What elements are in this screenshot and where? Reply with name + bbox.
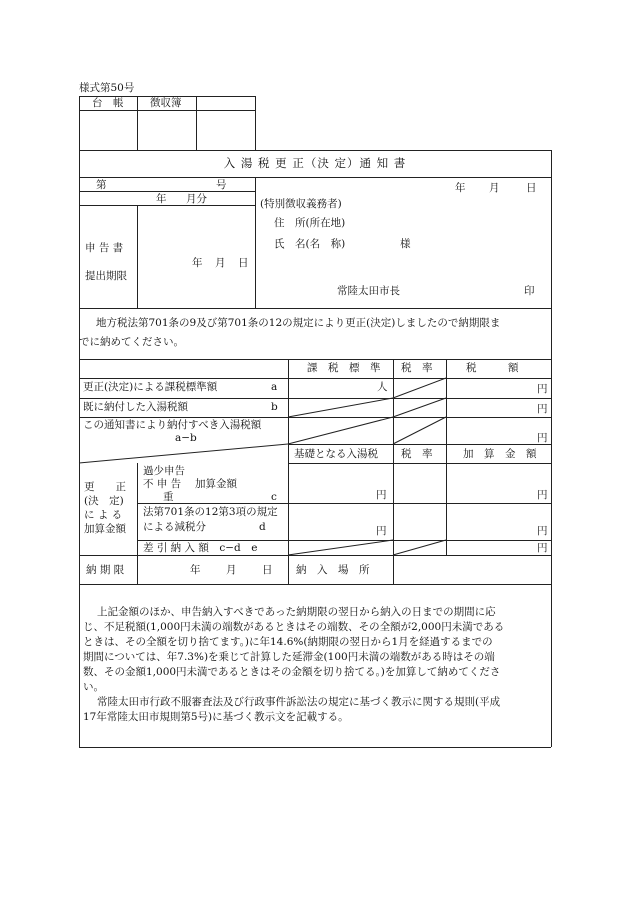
period-year: 年 <box>156 193 167 205</box>
document-title: 入 湯 税 更 正（決 定）通 知 書 <box>223 156 407 170</box>
row-d-yen-base: 円 <box>376 525 387 537</box>
row-b-letter: b <box>271 401 278 413</box>
row-e-label: 差 引 納 入 額 c−d e <box>143 542 258 554</box>
col-header-surcharge: 加 算 金 額 <box>463 448 537 460</box>
diag-e-rate <box>393 540 446 555</box>
diag-b-base <box>288 398 393 417</box>
mayor-label: 常陸太田市長 <box>337 285 400 297</box>
col-header-rate: 税 率 <box>401 362 433 374</box>
honorific: 様 <box>400 238 411 250</box>
remark-line-1: 上記金額のほか、申告納入すべきであった納期限の翌日から納入の日までの期間に応 <box>97 606 496 618</box>
row-b-yen: 円 <box>537 403 548 415</box>
issue-year: 年 <box>455 182 466 194</box>
deadline-label-2: 提出期限 <box>85 270 127 282</box>
form-number: 様式第50号 <box>79 82 135 94</box>
notice-line-1: 地方税法第701条の9及び第701条の12の規定により更正(決定)しましたので納期限ま <box>96 317 501 329</box>
row-a-yen: 円 <box>537 383 548 395</box>
row-ab-label: この通知書により納付すべき入湯税額 <box>83 419 262 431</box>
group-label-3: に よ る <box>84 509 123 521</box>
due-month: 月 <box>226 564 237 576</box>
notice-line-2: でに納めてください。 <box>79 336 184 348</box>
collector-label: (特別徴収義務者) <box>260 198 342 210</box>
row-d-letter: d <box>259 521 266 533</box>
row-ab-yen: 円 <box>537 432 548 444</box>
row-c-line-1: 過少申告 <box>143 465 185 477</box>
row-a-letter: a <box>271 381 278 393</box>
deadline-month: 月 <box>215 257 226 269</box>
ledger-label: 台 帳 <box>92 97 124 109</box>
deadline-year: 年 <box>192 257 203 269</box>
collection-book-label: 徴収簿 <box>150 97 182 109</box>
number-suffix: 号 <box>216 179 227 191</box>
row-b-label: 既に納付した入湯税額 <box>83 401 188 413</box>
group-label-4: 加算金額 <box>84 523 126 535</box>
row-a-label: 更正(決定)による課税標準額 <box>83 381 218 393</box>
row-c-line-3: 重 <box>163 491 174 503</box>
diag-ab-rate <box>393 417 446 444</box>
due-day: 日 <box>262 564 273 576</box>
col-header-amount: 税 額 <box>466 362 519 374</box>
number-prefix: 第 <box>96 179 107 191</box>
remark-line-5: 数、その金額1,000円未満であるときはその金額を切り捨てる。)を加算して納めてくださ <box>83 666 501 678</box>
due-year: 年 <box>190 564 201 576</box>
col-header-rate-2: 税 率 <box>401 448 433 460</box>
col-header-base: 課 税 標 準 <box>307 362 381 374</box>
group-label-2: (決 定) <box>84 495 124 507</box>
diag-left-header <box>79 444 288 463</box>
row-c-letter: c <box>271 491 277 503</box>
row-ab-formula: a−b <box>175 432 197 444</box>
deadline-day: 日 <box>238 257 249 269</box>
name-label: 氏 名(名 称) <box>274 238 346 250</box>
remark-line-6: い。 <box>83 681 104 693</box>
remark-line-8: 17年常陸太田市規則第5号)に基づく教示文を記載する。 <box>83 711 349 723</box>
row-c-yen-base: 円 <box>376 489 387 501</box>
row-c-line-2: 不 申 告 加算金額 <box>143 478 238 490</box>
diag-ab-base <box>288 417 393 444</box>
row-c-yen-amount: 円 <box>537 489 548 501</box>
period-month: 月分 <box>186 193 207 205</box>
col-header-base-tax: 基礎となる入湯税 <box>294 448 378 460</box>
issue-day: 日 <box>526 182 537 194</box>
diag-a-rate <box>393 378 446 398</box>
row-a-unit: 人 <box>377 381 388 393</box>
remark-line-4: 期間については、年7.3%)を乗じて計算した延滞金(100円未満の端数がある時はその端 <box>83 651 495 663</box>
address-label: 住 所(所在地) <box>274 217 346 229</box>
diag-b-rate <box>393 398 446 417</box>
row-d-yen-amount: 円 <box>537 525 548 537</box>
diag-e-base <box>288 540 393 555</box>
remark-line-3: ときは、その全額を切り捨てます。)に年14.6%(納期限の翌日から1月を経過するまでの <box>83 636 493 648</box>
remark-line-2: じ、不足税額(1,000円未満の端数があるときはその端数、その全額が2,000円未満である <box>83 621 505 633</box>
row-d-line-1: 法第701条の12第3項の規定 <box>143 506 278 518</box>
due-label: 納 期 限 <box>86 564 125 576</box>
deadline-label-1: 申 告 書 <box>85 242 124 254</box>
row-e-yen: 円 <box>537 542 548 554</box>
remark-line-7: 常陸太田市行政不服審査法及び行政事件訴訟法の規定に基づく教示に関する規則(平成 <box>97 696 501 708</box>
seal-mark: 印 <box>524 285 535 297</box>
payment-place-label: 納 入 場 所 <box>296 564 370 576</box>
group-label-1: 更 正 <box>84 481 126 493</box>
row-d-line-2: による減税分 <box>143 521 206 533</box>
issue-month: 月 <box>489 182 500 194</box>
